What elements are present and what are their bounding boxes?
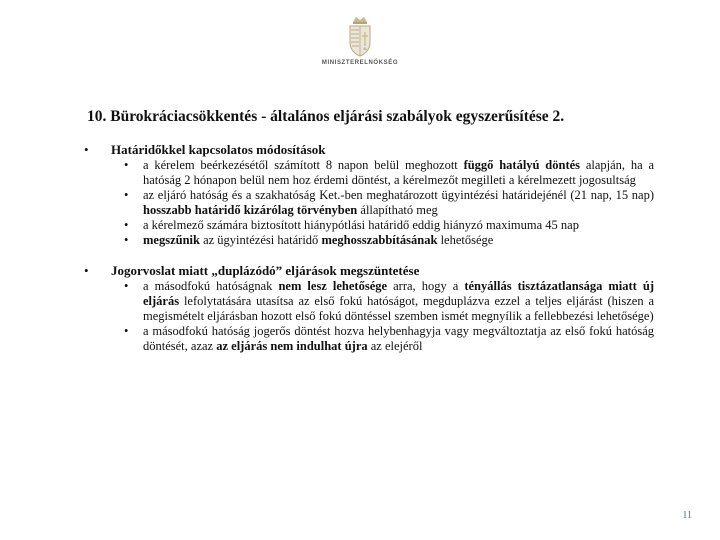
bullet-icon: • <box>124 218 129 232</box>
list-item <box>124 233 654 248</box>
slide-content <box>84 142 654 354</box>
section-heading: Jogorvoslat miatt „duplázódó” eljárások megszüntetése <box>111 263 420 278</box>
text: az elejéről <box>367 339 423 353</box>
text: az ügyintézési határidő <box>199 233 322 247</box>
bullet-icon: • <box>124 158 129 172</box>
list-item <box>124 324 654 354</box>
bullet-icon: • <box>124 279 129 293</box>
text: arra, hogy a <box>387 279 465 293</box>
text-bold: nem lesz lehetősége <box>278 279 388 293</box>
slide-title: 10. Bürokráciacsökkentés - általános eljárási szabályok egyszerűsítése 2. <box>87 108 565 125</box>
bullet-icon: • <box>124 324 129 338</box>
text: az eljáró hatóság és a szakhatóság Ket.-ben meghatározott ügyintézési határidejénél (21 nap, 15 nap) <box>143 188 654 202</box>
text: a kérelmező számára biztosított hiánypótlási határidő eddig hiányzó maximuma 45 nap <box>143 218 579 232</box>
coat-of-arms-icon <box>346 14 374 58</box>
bullet-icon: • <box>124 233 129 247</box>
ministry-logo <box>300 14 420 74</box>
text: a kérelem beérkezésétől számított 8 napon belül meghozott <box>143 158 464 172</box>
text-bold: függő hatályú döntés <box>463 158 581 172</box>
text-bold: megszűnik <box>143 233 200 247</box>
list-item <box>124 158 654 188</box>
list-item <box>124 279 654 324</box>
text: állapítható meg <box>357 203 438 217</box>
list-item <box>124 188 654 218</box>
bullet-icon: • <box>84 263 89 278</box>
page-number: 11 <box>682 510 692 521</box>
bullet-icon: • <box>124 188 129 202</box>
text: a másodfokú hatóság jogerős döntést hozva helybenhagyja vagy megváltoztatja az első fokú hatóság döntését, azaz <box>143 324 654 353</box>
list-item <box>124 218 654 233</box>
text-bold: az eljárás nem indulhat újra <box>216 339 368 353</box>
text-bold: hosszabb határidő kizárólag törvényben <box>143 203 358 217</box>
text: lefolytatására utasítsa az első fokú hatóságot, megduplázva ezzel a teljes eljárást (hiszen a megismételt eljárásban hozott első fokú döntéssel szemben ismét megnyílik a fellebbezési lehetősége) <box>143 294 654 323</box>
text-bold: meghosszabbításának <box>321 233 438 247</box>
ministry-name: MINISZTERELNÖKSÉG <box>321 60 399 66</box>
bullet-icon: • <box>84 142 89 157</box>
text: alapján, ha a hatóság 2 hónapon belül nem hoz érdemi döntést, a kérelmezőt megilleti a kérelmezett jogosultság <box>143 158 654 187</box>
text-bold: tényállás tisztázatlansága miatt új eljárás <box>143 279 654 308</box>
section-deadlines <box>84 142 654 158</box>
section-appeals <box>84 263 654 279</box>
text: lehetősége <box>437 233 494 247</box>
section-heading: Határidőkkel kapcsolatos módosítások <box>111 142 326 157</box>
text: a másodfokú hatóságnak <box>143 279 279 293</box>
